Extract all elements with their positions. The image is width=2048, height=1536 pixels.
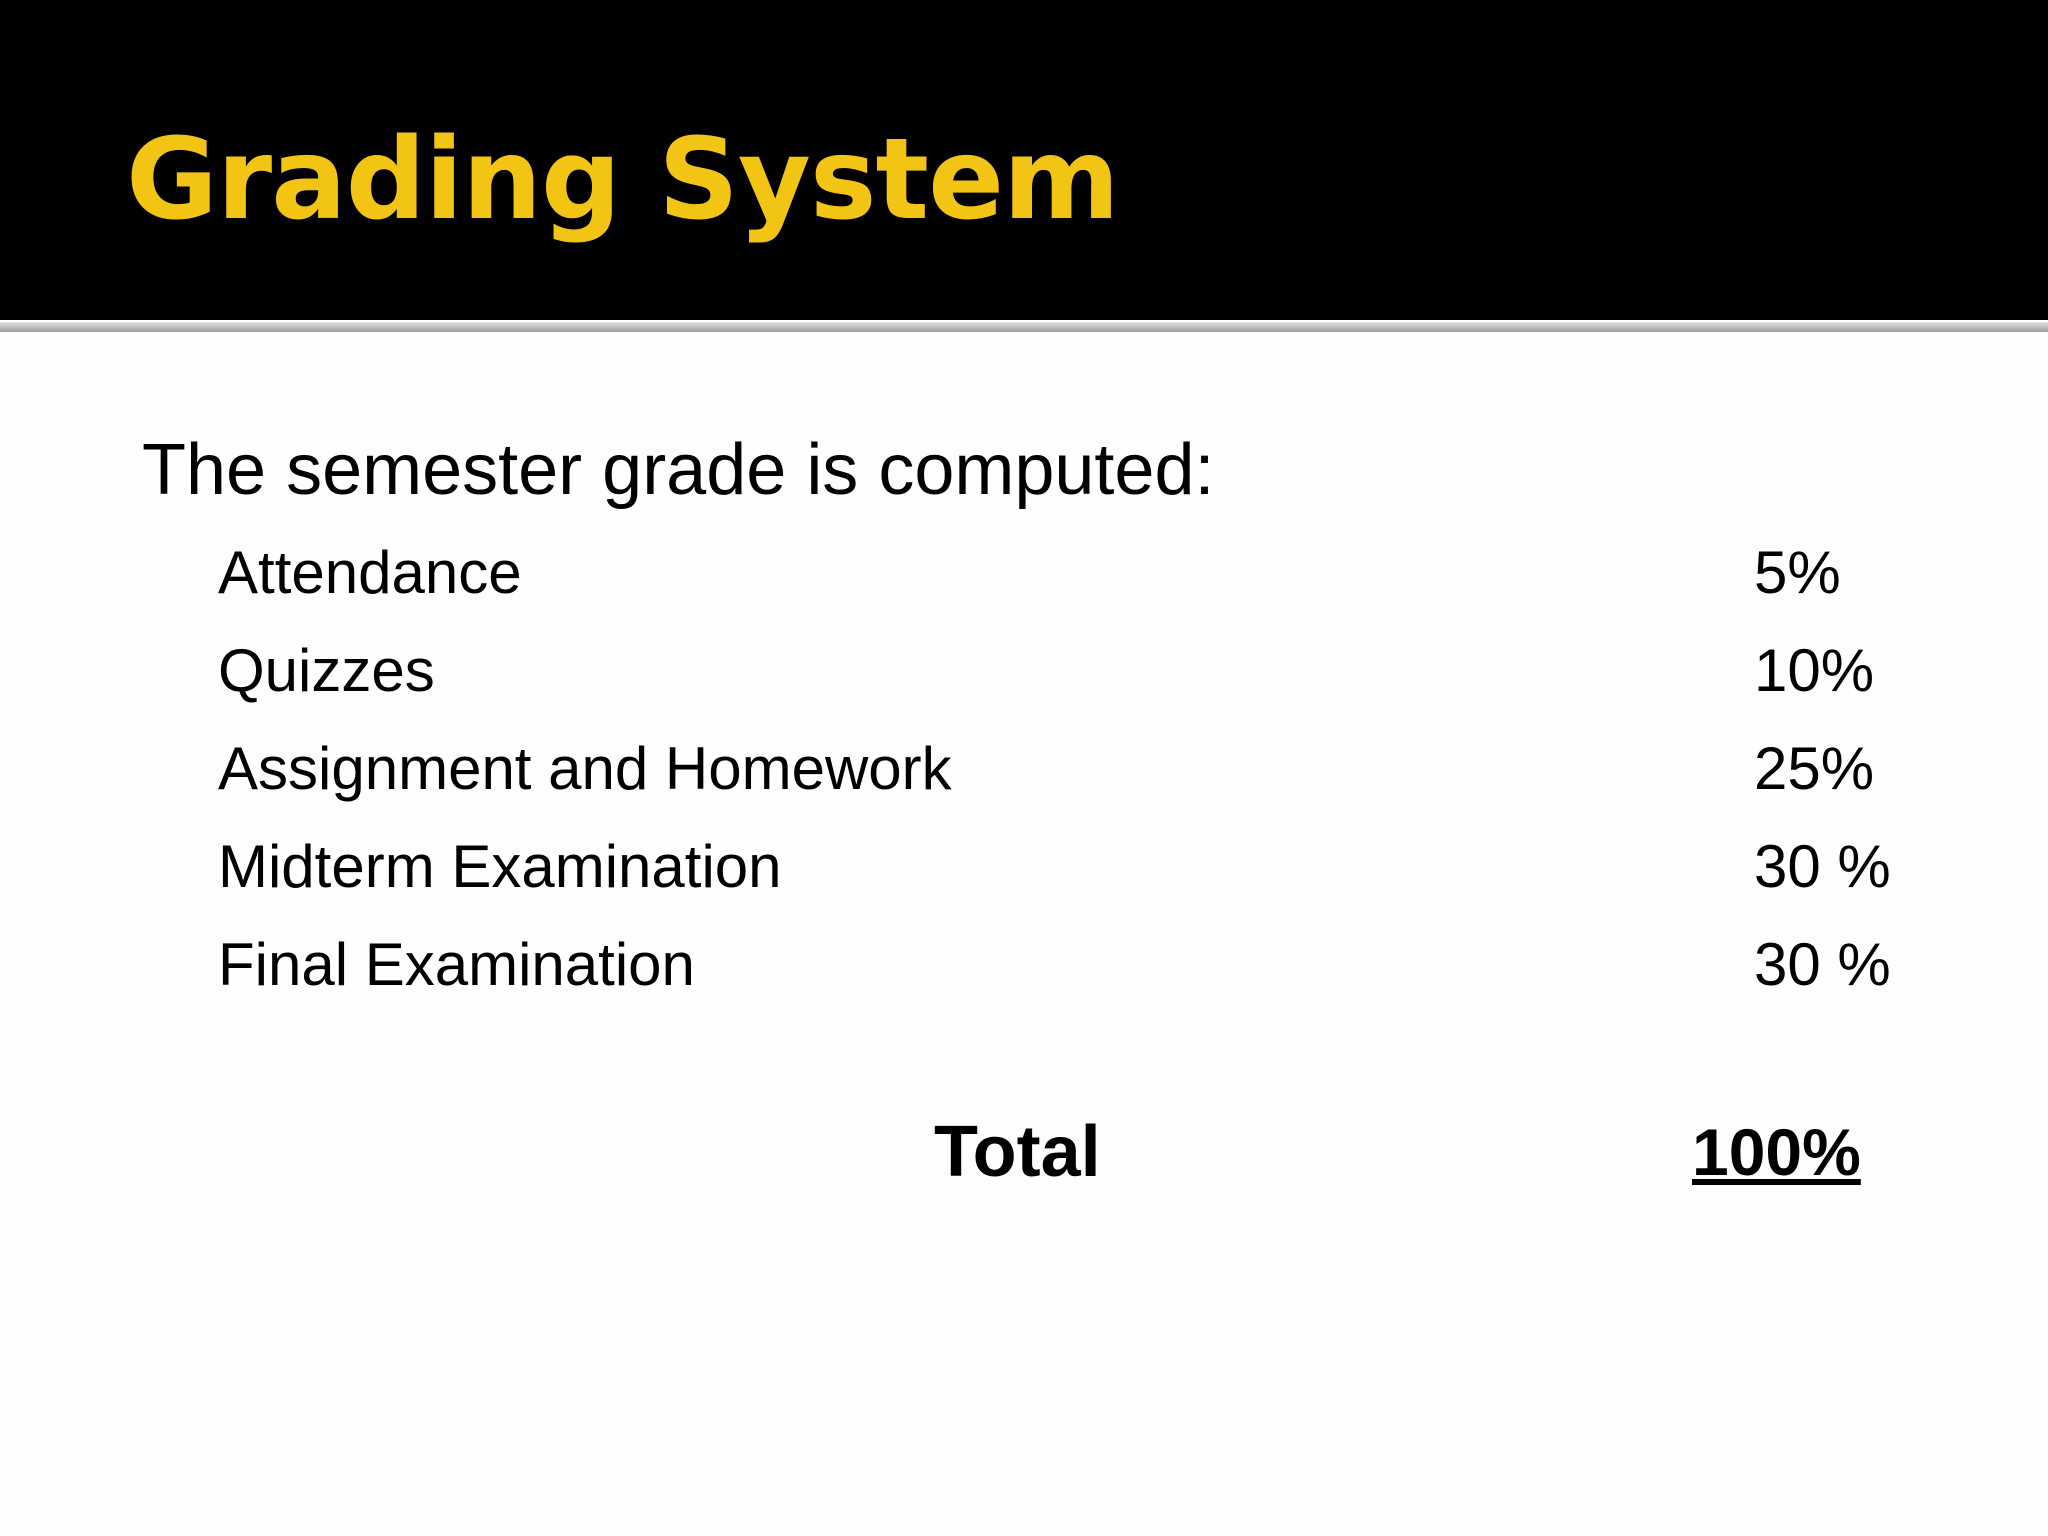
slide-title: Grading System: [126, 115, 1119, 245]
grade-item-label: Quizzes: [218, 637, 435, 704]
grade-row-final: [218, 916, 1898, 1014]
total-value: 100%: [1692, 1115, 1861, 1189]
grade-item-label: Attendance: [218, 539, 522, 606]
grade-row-attendance: [218, 524, 1898, 622]
grade-item-weight: 25%: [1754, 735, 1875, 802]
grade-item-weight: 5%: [1754, 539, 1841, 606]
grade-row-assignment: [218, 720, 1898, 818]
intro-text: The semester grade is computed:: [142, 430, 1215, 510]
grade-item-label: Final Examination: [218, 931, 695, 998]
grade-item-label: Midterm Examination: [218, 833, 782, 900]
grade-item-weight: 30 %: [1754, 931, 1891, 998]
grade-row-midterm: [218, 818, 1898, 916]
grade-item-label: Assignment and Homework: [218, 735, 952, 802]
grade-row-quizzes: [218, 622, 1898, 720]
grade-item-weight: 30 %: [1754, 833, 1891, 900]
grade-item-weight: 10%: [1754, 637, 1875, 704]
total-label: Total: [934, 1112, 1101, 1192]
